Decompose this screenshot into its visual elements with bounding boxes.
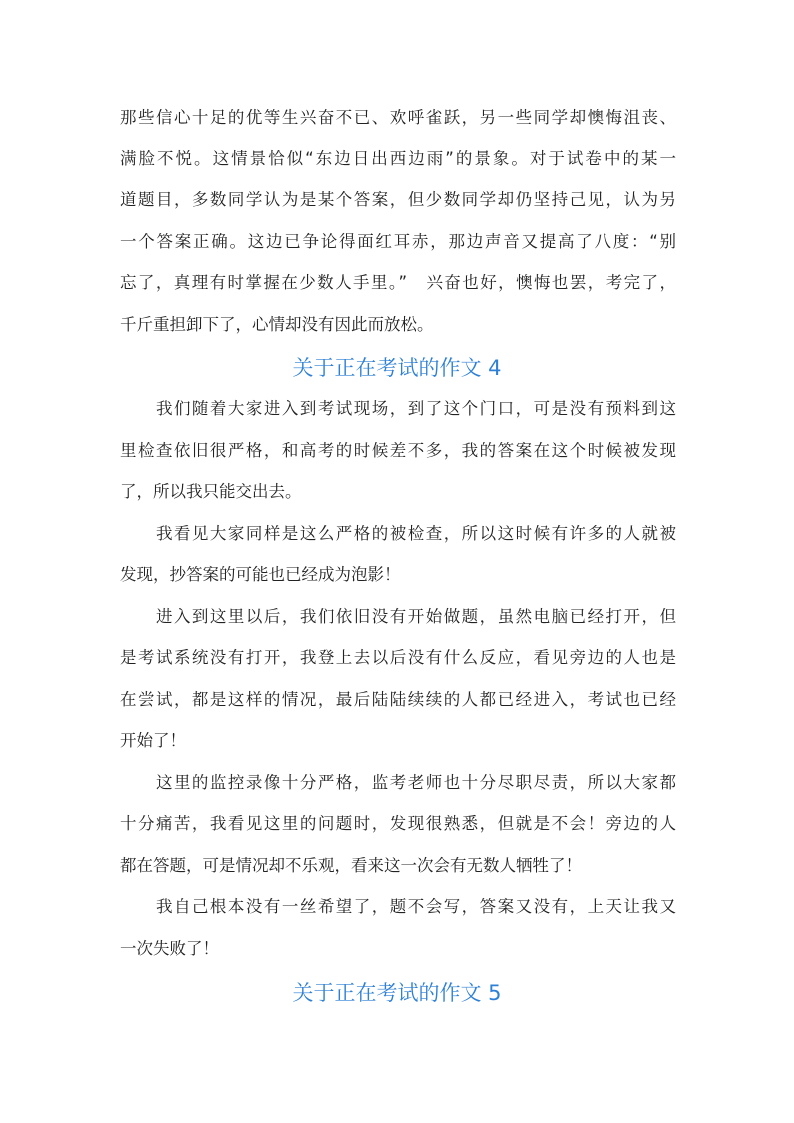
intro-line-1: 那些信心十足的优等生兴奋不已、欢呼雀跃，另一些同学却懊悔沮丧、 (120, 108, 676, 127)
s4-p3-line-1: 进入到这里以后，我们依旧没有开始做题，虽然电脑已经打开，但 (120, 607, 676, 626)
s4-p5-line-2: 一次失败了！ (120, 939, 219, 958)
s4-p3-line-3: 在尝试，都是这样的情况，最后陆陆续续的人都已经进入，考试也已经 (120, 690, 676, 709)
s4-p2-line-2: 发现，抄答案的可能也已经成为泡影！ (120, 565, 401, 584)
s4-p5-line-1: 我自己根本没有一丝希望了，题不会写，答案又没有，上天让我又 (120, 897, 676, 916)
section-4-heading: 关于正在考试的作文 4 (292, 356, 502, 380)
intro-line-6: 千斤重担卸下了，心情却没有因此而放松。 (120, 315, 434, 334)
intro-line-2: 满脸不悦。这情景恰似“东边日出西边雨”的景象。对于试卷中的某一 (120, 149, 676, 168)
s4-p1-line-2: 里检查依旧很严格，和高考的时候差不多，我的答案在这个时候被发现 (120, 441, 676, 460)
s4-p4-line-1: 这里的监控录像十分严格，监考老师也十分尽职尽责，所以大家都 (120, 773, 676, 792)
s4-p4-line-3: 都在答题，可是情况却不乐观，看来这一次会有无数人牺牲了！ (120, 856, 582, 875)
s4-p1-line-1: 我们随着大家进入到考试现场，到了这个门口，可是没有预料到这 (120, 399, 676, 418)
s4-p4-line-2: 十分痛苦，我看见这里的问题时，发现很熟悉，但就是不会！旁边的人 (120, 814, 676, 833)
intro-line-4: 一个答案正确。这边已争论得面红耳赤，那边声音又提高了八度：“别 (120, 232, 676, 251)
s4-p2-line-1: 我看见大家同样是这么严格的被检查，所以这时候有许多的人就被 (120, 524, 676, 543)
intro-line-5: 忘了，真理有时掌握在少数人手里。” 兴奋也好，懊悔也罢，考完了， (120, 273, 676, 292)
section-5-heading: 关于正在考试的作文 5 (292, 981, 502, 1005)
s4-p3-line-4: 开始了！ (120, 731, 186, 750)
s4-p3-line-2: 是考试系统没有打开，我登上去以后没有什么反应，看见旁边的人也是 (120, 648, 676, 667)
intro-line-3: 道题目，多数同学认为是某个答案，但少数同学却仍坚持己见，认为另 (120, 190, 676, 209)
s4-p1-line-3: 了，所以我只能交出去。 (120, 482, 302, 501)
